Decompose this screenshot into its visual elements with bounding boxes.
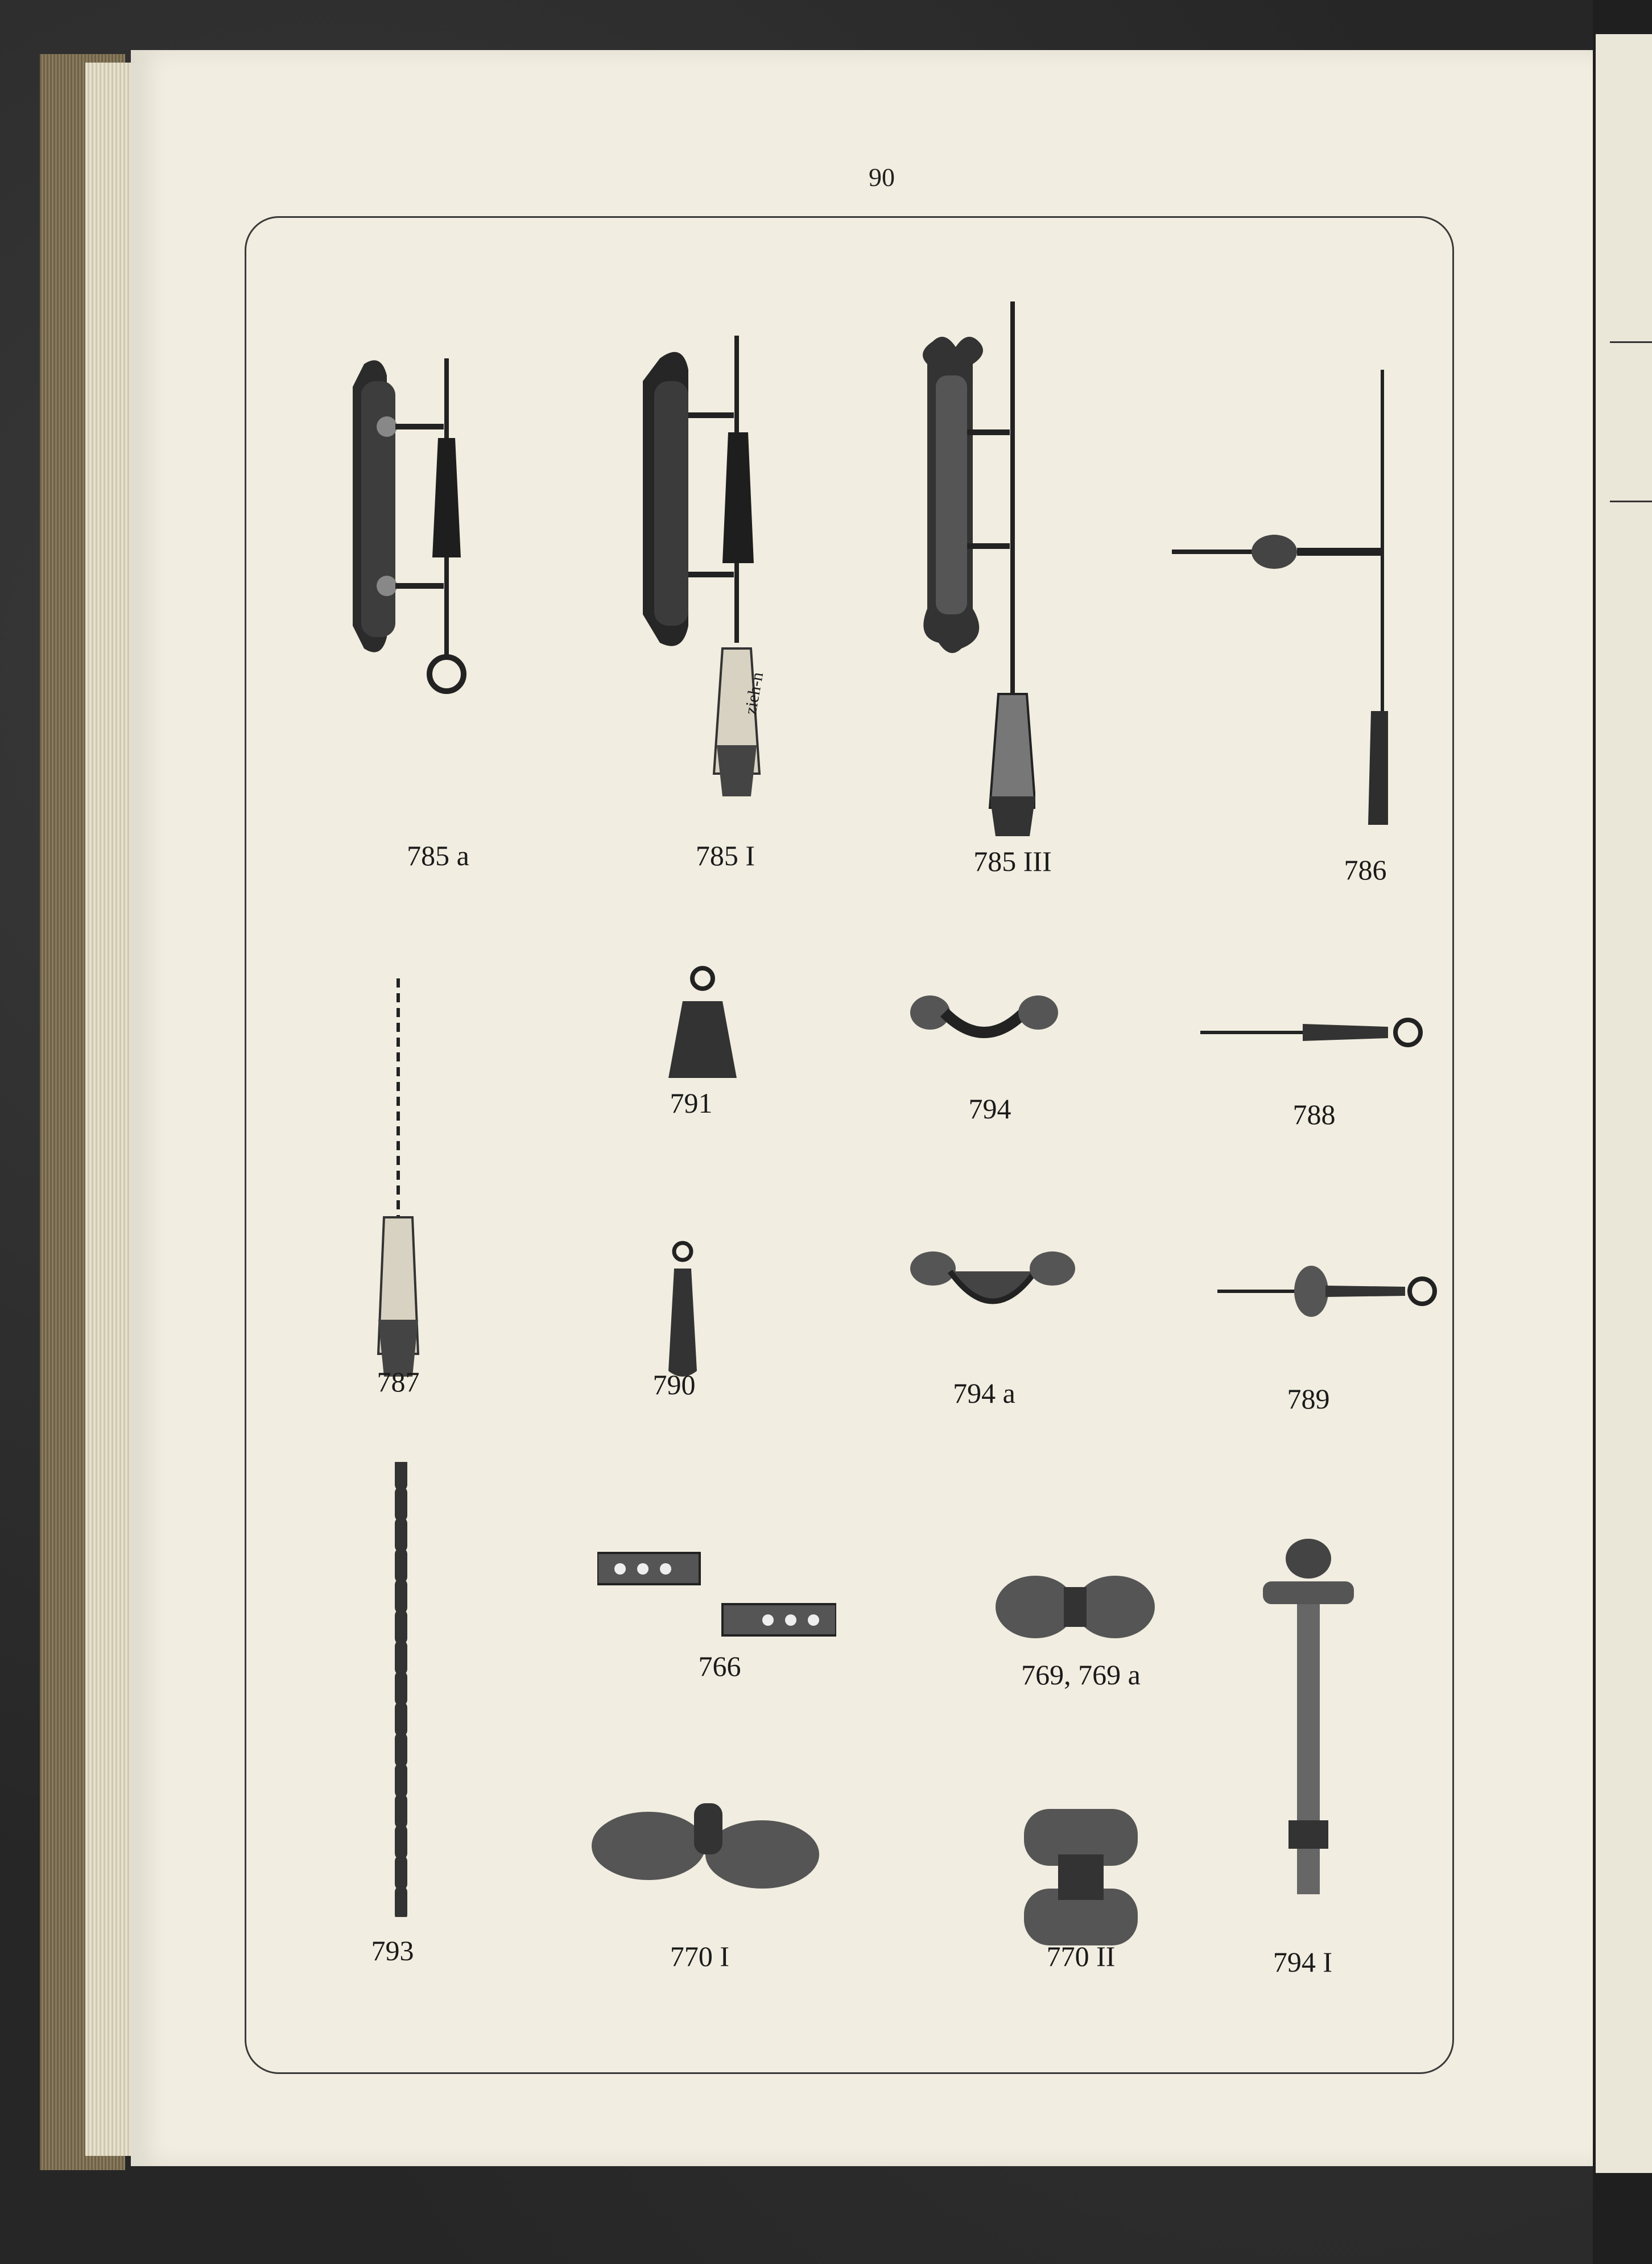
item-label: 791 <box>670 1087 713 1119</box>
item-label: 770 II <box>1046 1940 1116 1972</box>
handle-794-illustration <box>910 990 1058 1047</box>
pull-789-illustration <box>1217 1257 1439 1325</box>
item-label: 786 <box>1344 854 1387 886</box>
pull-785I-illustration <box>637 324 796 802</box>
pull-785a-illustration <box>341 341 489 705</box>
item-label: 793 <box>371 1935 414 1966</box>
item-label: 788 <box>1292 1098 1336 1130</box>
pull-785III-illustration <box>910 296 1035 842</box>
hinge-770I-illustration <box>592 1798 819 1894</box>
item-label: 766 <box>698 1650 741 1682</box>
item-label: 794 <box>968 1093 1011 1125</box>
hinge-770II-illustration <box>1024 1809 1138 1945</box>
item-label: 794 a <box>953 1377 1015 1409</box>
next-page-rule <box>1610 341 1652 343</box>
hinge-766-illustration <box>597 1547 836 1644</box>
item-label: 787 <box>377 1366 420 1398</box>
item-label: 794 I <box>1273 1946 1333 1978</box>
pull-handle-text: zieh-n <box>741 671 767 716</box>
item-label: 790 <box>652 1369 696 1400</box>
pull-786-illustration <box>1172 370 1388 853</box>
bolt-794I-illustration <box>1263 1536 1354 1911</box>
item-label: 770 I <box>670 1940 730 1972</box>
item-label: 769, 769 a <box>1021 1659 1141 1691</box>
hinge-769-illustration <box>996 1570 1155 1644</box>
handle-794a-illustration <box>910 1246 1075 1325</box>
pull-790-illustration <box>660 1240 705 1382</box>
item-label: 785 a <box>407 840 469 871</box>
item-label: 785 III <box>973 845 1052 877</box>
next-page-rule <box>1610 501 1652 502</box>
chain-793-illustration <box>375 1462 427 1917</box>
item-label: 785 I <box>695 840 755 871</box>
pull-787-illustration <box>370 978 427 1377</box>
page-number: 90 <box>869 163 895 192</box>
weight-791-illustration <box>666 961 740 1081</box>
pull-788-illustration <box>1200 1013 1428 1052</box>
next-page-edge <box>1596 34 1652 2173</box>
item-label: 789 <box>1287 1383 1330 1415</box>
